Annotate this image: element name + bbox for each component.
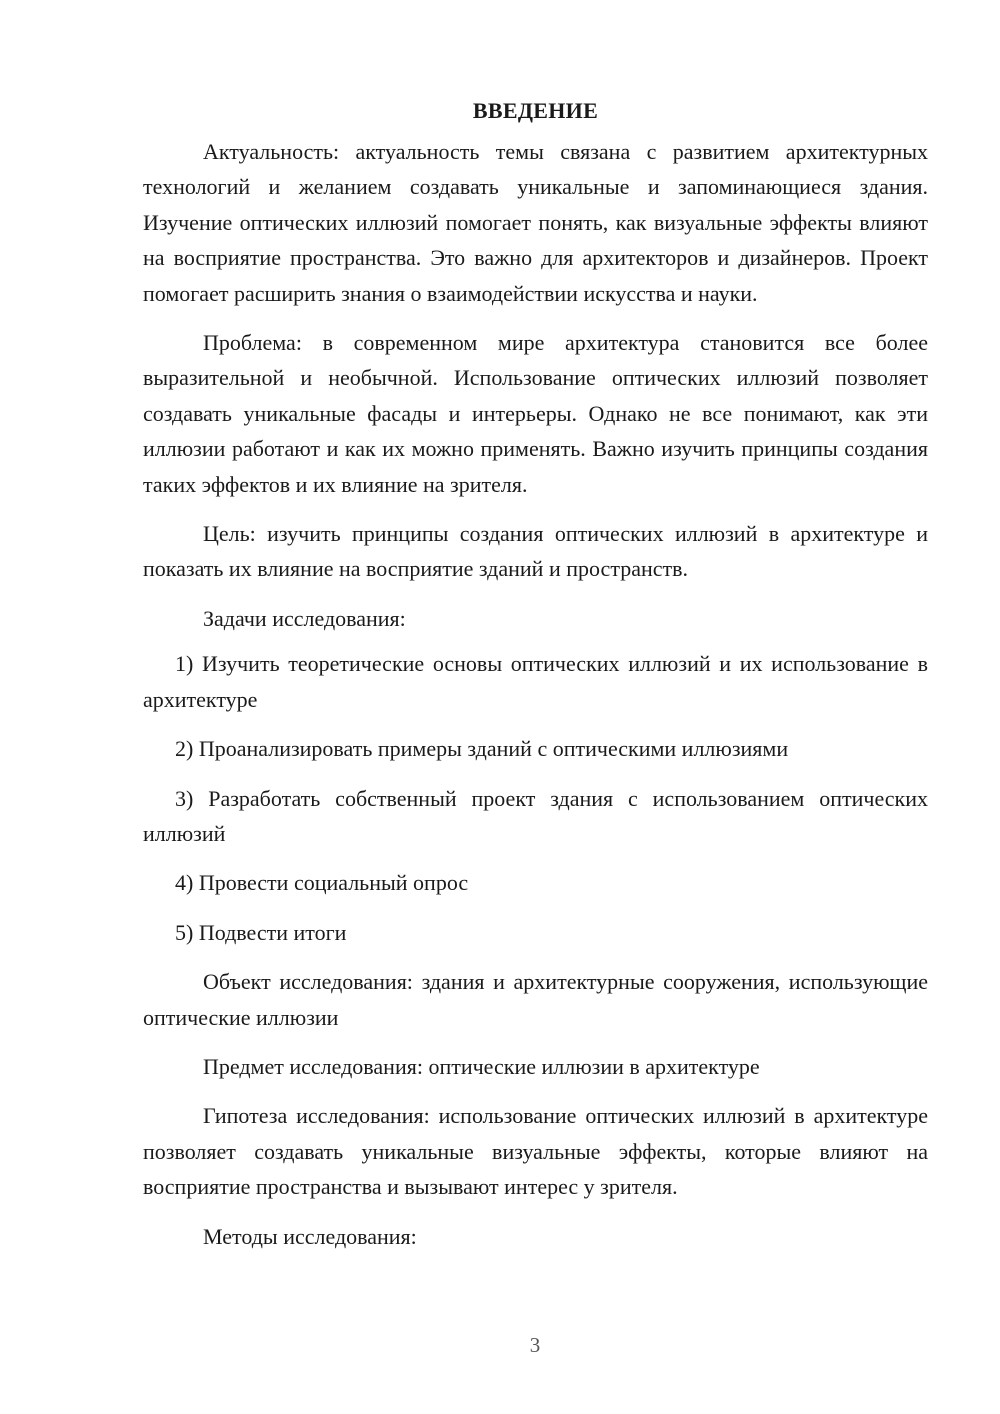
paragraph-tasks-heading: Задачи исследования:: [203, 605, 406, 631]
task-item-4: 4) Провести социальный опрос: [175, 870, 469, 896]
paragraph-subject: Предмет исследования: оптические иллюзии в архитектуре: [203, 1053, 760, 1079]
document-body: [143, 96, 928, 1268]
paragraph-problem: Проблема: в современном мире архитектура становится все более выразительной и необычной. Использование оптических иллюзий позволяет создавать уникальные фасады и интерьеры. Однако не все понимают, как эти иллюзии работают и как их можно применять. Важно изучить принципы создания таких эффектов и их влияние на зрителя.: [143, 330, 928, 497]
page-number: 3: [529, 1333, 541, 1357]
task-item-2: 2) Проанализировать примеры зданий с оптическими иллюзиями: [175, 736, 789, 762]
paragraph-relevance: Актуальность: актуальность темы связана с развитием архитектурных технологий и желанием создавать уникальные и запоминающиеся здания. Изучение оптических иллюзий помогает понять, как визуальные эффекты влияют на восприятие пространства. Это важно для архитекторов и дизайнеров. Проект помогает расширить знания о взаимодействии искусства и науки.: [143, 139, 928, 306]
paragraph-goal: Цель: изучить принципы создания оптических иллюзий в архитектуре и показать их влияние на восприятие зданий и пространств.: [143, 521, 928, 582]
task-item-5: 5) Подвести итоги: [175, 919, 347, 945]
paragraph-methods: Методы исследования:: [203, 1223, 417, 1249]
paragraph-object: Объект исследования: здания и архитектурные сооружения, использующие оптические иллюзии: [143, 969, 928, 1030]
section-title: ВВЕДЕНИЕ: [472, 98, 599, 123]
paragraph-hypothesis: Гипотеза исследования: использование оптических иллюзий в архитектуре позволяет создавать уникальные визуальные эффекты, которые влияют на восприятие пространства и вызывают интерес у зрителя.: [143, 1103, 928, 1200]
task-item-1: 1) Изучить теоретические основы оптических иллюзий и их использование в архитектуре: [143, 651, 928, 712]
task-item-3: 3) Разработать собственный проект здания с использованием оптических иллюзий: [143, 785, 928, 846]
